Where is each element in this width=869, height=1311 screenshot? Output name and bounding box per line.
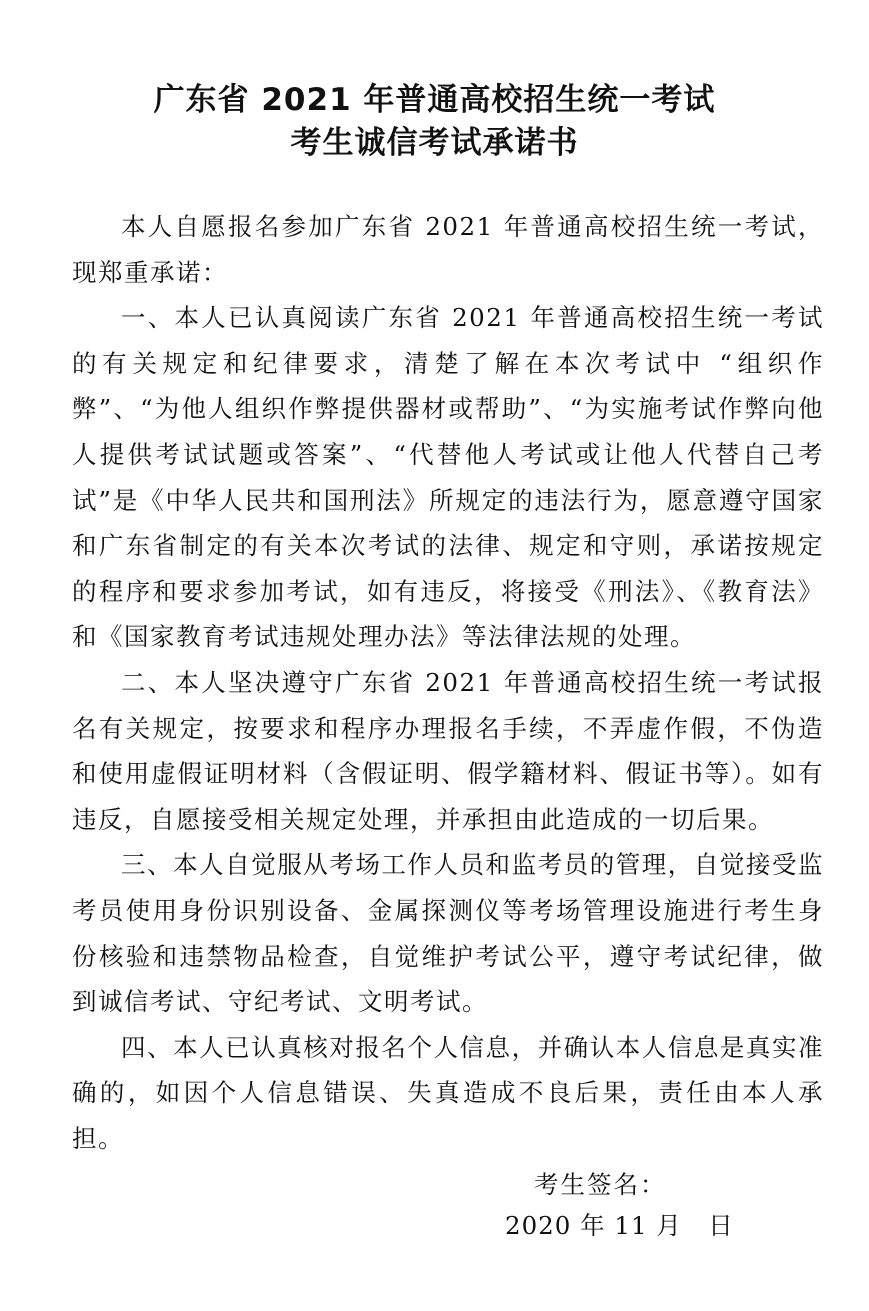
document-title-line2: 考生诚信考试承诺书 (290, 125, 579, 161)
date-line: 2020 年 11 月 日 (505, 1211, 734, 1240)
document-title-line1: 广东省 2021 年普通高校招生统一考试 (153, 82, 716, 118)
pledge-paragraph-4: 四、本人已认真核对报名个人信息，并确认本人信息是真实准确的，如因个人信息错误、失真造成不良后果，责任由本人承担。 (72, 1032, 824, 1153)
pledge-paragraph-1: 一、本人已认真阅读广东省 2021 年普通高校招生统一考试的有关规定和纪律要求，清楚了解在本次考试中 “组织作弊”、“为他人组织作弊提供器材或帮助”、“为实施考试作弊向他人提供考试试题或答案”、“代替他人考试或让他人代替自己考试”是《中华人民共和国刑法》所规定的违法行为，愿意遵守国家和广东省制定的有关本次考试的法律、规定和守则，承诺按规定的程序和要求参加考试，如有违反，将接受《刑法》、《教育法》和《国家教育考试违规处理办法》等法律法规的处理。 (72, 303, 824, 652)
pledge-paragraph-3: 三、本人自觉服从考场工作人员和监考员的管理，自觉接受监考员使用身份识别设备、金属探测仪等考场管理设施进行考生身份核验和违禁物品检查，自觉维护考试公平，遵守考试纪律，做到诚信考试、守纪考试、文明考试。 (72, 850, 824, 1017)
pledge-paragraph-2: 二、本人坚决遵守广东省 2021 年普通高校招生统一考试报名有关规定，按要求和程序办理报名手续，不弄虚作假，不伪造和使用虚假证明材料（含假证明、假学籍材料、假证书等）。如有违反，自愿接受相关规定处理，并承担由此造成的一切后果。 (72, 667, 824, 834)
intro-paragraph: 本人自愿报名参加广东省 2021 年普通高校招生统一考试，现郑重承诺： (72, 212, 824, 287)
document-body (72, 204, 824, 1161)
signature-label: 考生签名： (534, 1170, 667, 1199)
